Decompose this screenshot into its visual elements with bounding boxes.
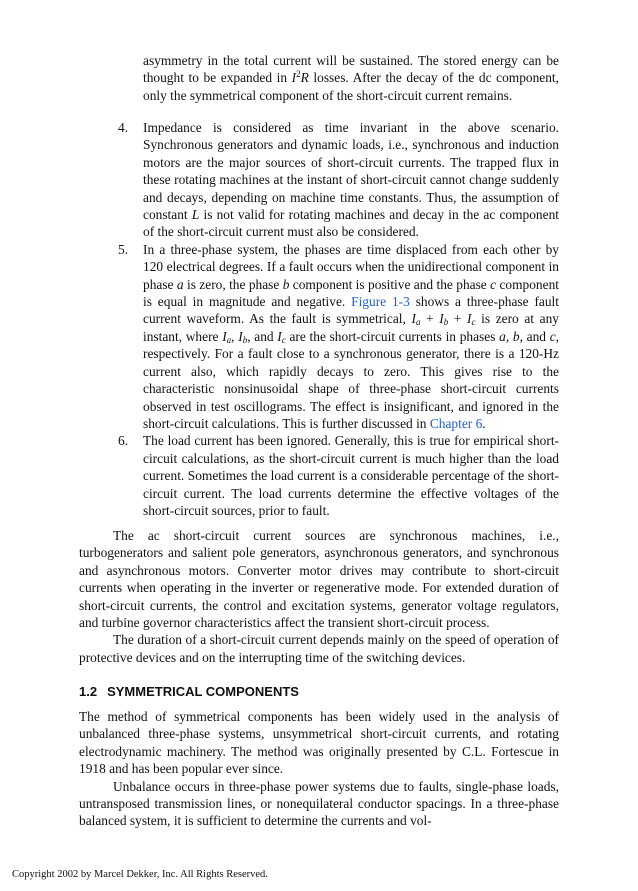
- list-number: 6.: [118, 433, 129, 449]
- figure-link[interactable]: Figure 1-3: [351, 294, 410, 310]
- paragraph: Unbalance occurs in three-phase power systems due to faults, single-phase loads, untransposed transmission lines, or nonequilateral conductor spacings. In a three-phase balanced system, it is sufficient to determine the currents and vol-: [79, 778, 559, 829]
- list-item-5: [118, 241, 559, 432]
- section-number: 1.2: [79, 684, 98, 699]
- copyright-footer: Copyright 2002 by Marcel Dekker, Inc. All Rights Reserved.: [12, 869, 268, 880]
- numbered-list: [118, 119, 559, 519]
- list-item-6: [118, 432, 559, 519]
- section-heading: [79, 684, 559, 700]
- list-number: 4.: [118, 120, 129, 135]
- list-number: 5.: [118, 241, 129, 257]
- paragraph: The duration of a short-circuit current depends mainly on the speed of operation of protective devices and on the interrupting time of the switching devices.: [79, 632, 559, 665]
- paragraph: The method of symmetrical components has been widely used in the analysis of unbalanced three-phase systems, unsymmetrical short-circuit currents, and rotating electrodynamic machinery. The method was originally presented by C.L. Fortescue in 1918 and has been popular ever since.: [79, 709, 559, 777]
- body-paragraphs: [79, 527, 559, 666]
- section-title: SYMMETRICAL COMPONENTS: [107, 684, 299, 699]
- list-item-text: The load current has been ignored. Generally, this is true for empirical short-circuit calculations, as the short-circuit current is much higher than the load current. Sometimes the load current is a considerable percentage of the short-circuit current. The load currents determine the effective voltages of the short-circuit sources, prior to fault.: [143, 433, 559, 518]
- section-body: [79, 708, 559, 830]
- list-item-text: Impedance is considered as time invariant in the above scenario. Synchronous generators and dynamic loads, i.e., synchronous and induction motors are the major sources of short-circuit currents. The trapped flux in these rotating machines at the instant of short-circuit cannot change suddenly and decays, depending on machine time constants. Thus, the assumption of constant L is not valid for rotating machines and decay in the ac component of the short-circuit current must also be considered.: [143, 120, 559, 240]
- list-item-text: In a three-phase system, the phases are time displaced from each other by 120 electrical degrees. If a fault occurs when the unidirectional component in phase a is zero, the phase b component is positive and the phase c component is equal in magnitude and negative. Figure 1-3 shows a three-phase fault current waveform. As the fault is symmetrical, $I_a + I_b + I_c$ is zero at any instant, where $I_a$, $I_b$, and $I_c$ are the short-circuit currents in phases a, b, and c, respectively. For a fault close to a synchronous generator, there is a 120-Hz current also, which rapidly decays to zero. This gives rise to the characteristic nonsinusoidal shape of three-phase short-circuit currents observed in test oscillograms. The effect is insignificant, and ignored in the short-circuit calculations. This is further discussed in Chapter 6.: [143, 241, 559, 431]
- chapter-link[interactable]: Chapter 6: [429, 415, 483, 431]
- continued-paragraph: asymmetry in the total current will be sustained. The stored energy can be thought to be expanded in $I^2R$ losses. After the decay of the dc component, only the symmetrical component of the short-circuit current remains.: [143, 53, 560, 103]
- fault-sum-equation: $I_a + I_b + I_c$: [411, 311, 476, 328]
- list-item-4: [118, 119, 559, 241]
- paragraph: The ac short-circuit current sources are synchronous machines, i.e., turbogenerators and salient pole generators, asynchronous generators, and synchronous and asynchronous motors. Converter motor drives may contribute to short-circuit currents when operating in the inverter or regenerative mode. For extended duration of short-circuit currents, the control and excitation systems, generator voltage regulators, and turbine governor characteristics affect the transient short-circuit process.: [79, 528, 559, 631]
